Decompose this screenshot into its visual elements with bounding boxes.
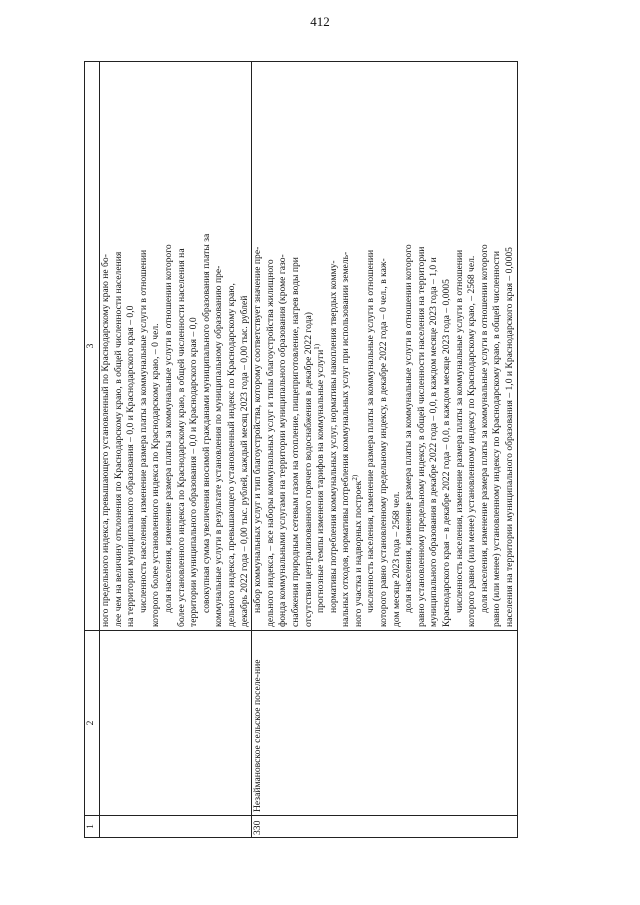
header-cell-3: 3 xyxy=(85,62,100,631)
document-table-frame xyxy=(84,62,564,838)
text-line: доля населения, изменение размера платы за коммунальные услуги в отношении которого xyxy=(478,244,490,613)
row-number-cell xyxy=(100,816,252,838)
text-line: дом месяце 2023 года – 2568 чел. xyxy=(390,491,402,627)
header-row xyxy=(85,62,100,838)
text-line: Краснодарского края – в декабре 2022 года – 0,0, в каждом месяце 2023 года – 0,0005 xyxy=(441,279,453,627)
footnote-marker: 1) xyxy=(312,343,321,350)
row-number-cell: 330 xyxy=(252,816,517,838)
text-line: совокупная сумма увеличения вносимой гражданами муниципального образования платы за xyxy=(200,233,212,613)
text-line: доля населения, изменение размера платы за коммунальные услуги в отношении которого xyxy=(403,244,415,613)
text-line: набор коммунальных услуг и тип благоустройства, которому соответствует значение пре- xyxy=(252,246,264,613)
text-line: снабжения природным сетевым газом на отопление, пищеприготовление, нагрев воды при xyxy=(289,257,301,627)
text-line: лее чем на величину отклонения по Краснодарскому краю, в общей численности населения xyxy=(112,251,124,627)
text-line: дельного индекса, – все наборы коммунальных услуг и типы благоустройства жилищного xyxy=(264,259,276,627)
text-line: которого более установленного индекса по Краснодарскому краю, – 0 чел. xyxy=(150,323,162,627)
text-line: равно установленному предельному индексу, в общей численности населения на территории xyxy=(415,246,427,627)
text-line: на территории муниципального образования – 0,0 и Краснодарского края – 0,0 xyxy=(125,305,137,627)
text-line: численность населения, изменение размера платы за коммунальные услуги в отношении xyxy=(137,249,149,613)
text-line: которого равно (или менее) установленному индексу по Краснодарскому краю, – 2568 чел. xyxy=(466,255,478,627)
text-line: коммунальные услуги в результате установления по муниципальному образованию пре- xyxy=(213,265,225,627)
text-line: равно (или менее) установленному индексу по Краснодарскому краю, в общей численности xyxy=(491,250,503,627)
document-table xyxy=(84,61,518,838)
municipality-cell xyxy=(100,631,252,816)
text-line: муниципального образования в декабре 2022 года – 0,0, в каждом месяце 2023 года – 1,0 и xyxy=(428,257,440,627)
municipality-cell: Незаймановское сельское поселе-ние xyxy=(252,631,517,816)
page-number: 412 xyxy=(310,14,330,29)
text-line: фонда коммунальными услугами на территории муниципального образования (кроме газо- xyxy=(277,254,289,627)
text-line: прогнозные темпы изменения тарифов на коммунальные услуги$^{1)}$ xyxy=(312,343,327,613)
text-line: нормативы потребления коммунальных услуг, нормативы накопления твердых комму- xyxy=(327,260,339,613)
text-line: ного предельного индекса, превышающего установленный по Краснодарскому краю не бо- xyxy=(100,254,111,627)
text-line: декабрь 2022 года – 0,00 тыс. рублей, каждый месяц 2023 года – 0,00 тыс. рублей xyxy=(238,295,250,627)
text-line: нальных отходов, нормативы потребления коммунальных услуг при использовании земель- xyxy=(340,251,352,627)
indicator-text-cell xyxy=(252,62,517,631)
text-line: численность населения, изменение размера платы за коммунальные услуги в отношении xyxy=(453,249,465,613)
text-line: населения на территории муниципального образования – 1,0 и Краснодарского края – 0,0005 xyxy=(504,247,515,627)
table-row-330 xyxy=(252,62,517,838)
text-line: дельного индекса, превышающего установленный индекс по Краснодарскому краю, xyxy=(225,283,237,627)
text-line: которого равно установленному предельному индексу, в декабре 2022 года – 0 чел., в каж- xyxy=(378,258,390,627)
text-line: доля населения, изменение размера платы за коммунальные услуги в отношении которого xyxy=(162,244,174,613)
text-line: более установленного индекса по Краснодарскому краю, в общей численности населения на xyxy=(175,248,187,627)
rotated-table-container xyxy=(84,62,564,838)
table-row-continuation xyxy=(100,62,252,838)
text-line: численность населения, изменение размера платы за коммунальные услуги в отношении xyxy=(365,249,377,613)
text-line: отсутствии централизованного горячего водоснабжения в декабре 2022 года) xyxy=(302,312,314,627)
header-cell-2: 2 xyxy=(85,631,100,816)
footnote-marker: 2) xyxy=(350,474,359,481)
text-line: ного участка и надворных построек$^{2)}$ xyxy=(350,474,364,627)
header-cell-1: 1 xyxy=(85,816,100,838)
indicator-text-cell xyxy=(100,62,252,631)
text-line: территории муниципального образования – 0,0 и Краснодарского края – 0,0 xyxy=(188,317,200,627)
